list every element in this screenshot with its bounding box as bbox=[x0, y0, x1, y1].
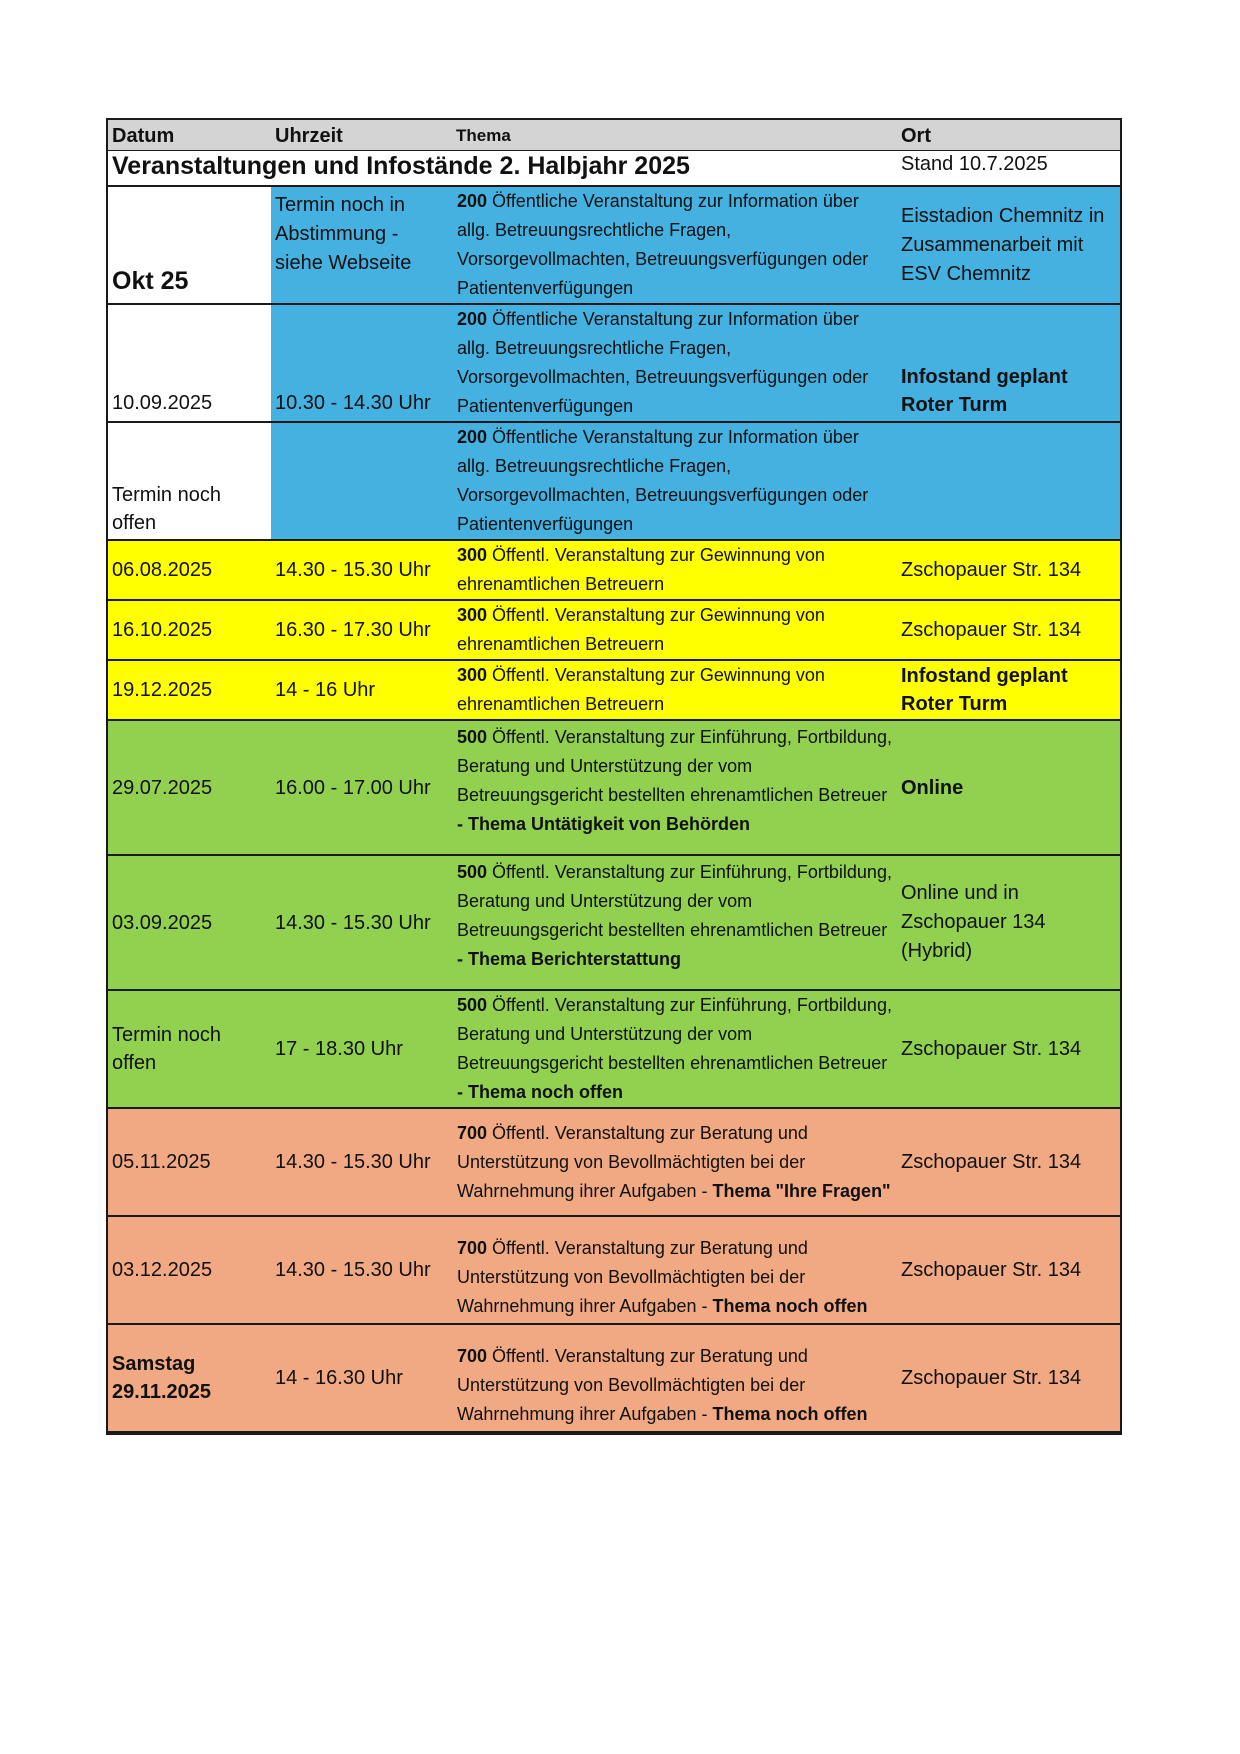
page-title: Veranstaltungen und Infostände 2. Halbjahr 2025 bbox=[108, 151, 897, 187]
header-row bbox=[108, 120, 1120, 151]
topic-bold: Thema noch offen bbox=[712, 1296, 868, 1316]
row-time: 14 - 16 Uhr bbox=[271, 660, 452, 720]
row-time: 14 - 16.30 Uhr bbox=[271, 1324, 452, 1432]
table-row bbox=[108, 1108, 1120, 1216]
table-row bbox=[108, 600, 1120, 660]
row-topic bbox=[452, 660, 897, 720]
table-row bbox=[108, 540, 1120, 600]
row-time: 14.30 - 15.30 Uhr bbox=[271, 540, 452, 600]
topic-text: Öffentliche Veranstaltung zur Information über allg. Betreuungsrechtliche Fragen, Vorsorgevollmachten, Betreuungsverfügungen oder Patientenverfügungen bbox=[457, 191, 869, 298]
row-time: 14.30 - 15.30 Uhr bbox=[271, 1108, 452, 1216]
row-time bbox=[271, 422, 452, 540]
topic-text: Öffentl. Veranstaltung zur Gewinnung von ehrenamtlichen Betreuern bbox=[457, 605, 825, 654]
row-topic bbox=[452, 1324, 897, 1432]
row-time: 17 - 18.30 Uhr bbox=[271, 990, 452, 1108]
row-date: 16.10.2025 bbox=[108, 600, 271, 660]
topic-text: Öffentl. Veranstaltung zur Gewinnung von ehrenamtlichen Betreuern bbox=[457, 545, 825, 594]
table-row bbox=[108, 186, 1120, 304]
row-topic bbox=[452, 990, 897, 1108]
row-place: Zschopauer Str. 134 bbox=[897, 1324, 1120, 1432]
row-topic bbox=[452, 304, 897, 422]
topic-bold: - Thema Berichterstattung bbox=[457, 949, 682, 969]
row-date: 10.09.2025 bbox=[108, 304, 271, 422]
table-row bbox=[108, 1216, 1120, 1324]
topic-bold: - Thema Untätigkeit von Behörden bbox=[457, 814, 751, 834]
row-time: Termin noch in Abstimmung - siehe Webseite bbox=[271, 186, 452, 304]
table-row bbox=[108, 660, 1120, 720]
topic-number: 200 bbox=[457, 309, 488, 329]
topic-text: Öffentl. Veranstaltung zur Einführung, Fortbildung, Beratung und Unterstützung der vom Betreuungsgericht bestellten ehrenamtlichen Betreuer bbox=[457, 862, 892, 940]
row-topic bbox=[452, 600, 897, 660]
col-header-topic: Thema bbox=[452, 120, 897, 151]
row-place: Online bbox=[897, 720, 1120, 855]
row-topic bbox=[452, 720, 897, 855]
row-place: Online und in Zschopauer 134 (Hybrid) bbox=[897, 855, 1120, 990]
topic-number: 300 bbox=[457, 605, 488, 625]
topic-number: 500 bbox=[457, 727, 488, 747]
topic-number: 300 bbox=[457, 665, 488, 685]
row-date: Okt 25 bbox=[108, 186, 271, 304]
topic-number: 700 bbox=[457, 1346, 488, 1366]
row-date: 03.09.2025 bbox=[108, 855, 271, 990]
title-row bbox=[108, 151, 1120, 187]
row-topic bbox=[452, 855, 897, 990]
topic-text: Öffentliche Veranstaltung zur Information über allg. Betreuungsrechtliche Fragen, Vorsorgevollmachten, Betreuungsverfügungen oder Patientenverfügungen bbox=[457, 309, 869, 416]
row-time: 16.30 - 17.30 Uhr bbox=[271, 600, 452, 660]
row-date: 03.12.2025 bbox=[108, 1216, 271, 1324]
row-date: 05.11.2025 bbox=[108, 1108, 271, 1216]
topic-text: Öffentl. Veranstaltung zur Beratung und Unterstützung von Bevollmächtigten bei der Wahrnehmung ihrer Aufgaben - bbox=[457, 1346, 808, 1424]
events-table bbox=[106, 118, 1122, 1435]
row-time: 14.30 - 15.30 Uhr bbox=[271, 855, 452, 990]
row-place: Zschopauer Str. 134 bbox=[897, 1108, 1120, 1216]
row-place: Eisstadion Chemnitz in Zusammenarbeit mit ESV Chemnitz bbox=[897, 186, 1120, 304]
topic-number: 500 bbox=[457, 862, 488, 882]
topic-number: 700 bbox=[457, 1122, 488, 1143]
topic-number: 700 bbox=[457, 1238, 488, 1258]
row-date: Termin noch offen bbox=[108, 422, 271, 540]
col-header-place: Ort bbox=[897, 120, 1120, 151]
table-row bbox=[108, 422, 1120, 540]
topic-bold: - Thema noch offen bbox=[457, 1082, 623, 1102]
row-topic bbox=[452, 422, 897, 540]
row-topic bbox=[452, 186, 897, 304]
col-header-time: Uhrzeit bbox=[271, 120, 452, 151]
table-row bbox=[108, 1324, 1120, 1432]
col-header-date: Datum bbox=[108, 120, 271, 151]
row-topic bbox=[452, 1216, 897, 1324]
row-date: 19.12.2025 bbox=[108, 660, 271, 720]
row-date: Samstag 29.11.2025 bbox=[108, 1324, 271, 1432]
row-time: 16.00 - 17.00 Uhr bbox=[271, 720, 452, 855]
row-time: 14.30 - 15.30 Uhr bbox=[271, 1216, 452, 1324]
row-topic bbox=[452, 1108, 897, 1216]
topic-text: Öffentl. Veranstaltung zur Beratung und Unterstützung von Bevollmächtigten bei der Wahrnehmung ihrer Aufgaben - bbox=[457, 1238, 808, 1316]
row-topic bbox=[452, 540, 897, 600]
table-row bbox=[108, 304, 1120, 422]
topic-text: Öffentl. Veranstaltung zur Gewinnung von ehrenamtlichen Betreuern bbox=[457, 665, 825, 714]
row-place: Infostand geplant Roter Turm bbox=[897, 660, 1120, 720]
row-date: 06.08.2025 bbox=[108, 540, 271, 600]
topic-text: Öffentl. Veranstaltung zur Einführung, Fortbildung, Beratung und Unterstützung der vom Betreuungsgericht bestellten ehrenamtlichen Betreuer bbox=[457, 995, 892, 1073]
row-place: Zschopauer Str. 134 bbox=[897, 540, 1120, 600]
topic-number: 500 bbox=[457, 995, 488, 1015]
topic-text: Öffentl. Veranstaltung zur Beratung und Unterstützung von Bevollmächtigten bei der Wahrnehmung ihrer Aufgaben - bbox=[457, 1122, 808, 1201]
topic-number: 200 bbox=[457, 427, 488, 447]
stand-date: Stand 10.7.2025 bbox=[897, 151, 1120, 187]
topic-text: Öffentl. Veranstaltung zur Einführung, Fortbildung, Beratung und Unterstützung der vom Betreuungsgericht bestellten ehrenamtlichen Betreuer bbox=[457, 727, 892, 805]
row-place: Zschopauer Str. 134 bbox=[897, 1216, 1120, 1324]
table-row bbox=[108, 855, 1120, 990]
topic-number: 200 bbox=[457, 191, 488, 211]
row-place: Zschopauer Str. 134 bbox=[897, 990, 1120, 1108]
topic-number: 300 bbox=[457, 545, 488, 565]
row-date: 29.07.2025 bbox=[108, 720, 271, 855]
topic-bold: Thema noch offen bbox=[712, 1404, 868, 1424]
row-time: 10.30 - 14.30 Uhr bbox=[271, 304, 452, 422]
topic-bold: Thema "Ihre Fragen" bbox=[712, 1180, 891, 1201]
row-place: Zschopauer Str. 134 bbox=[897, 600, 1120, 660]
table-row bbox=[108, 990, 1120, 1108]
table-row bbox=[108, 720, 1120, 855]
row-place: Infostand geplant Roter Turm bbox=[897, 304, 1120, 422]
row-place bbox=[897, 422, 1120, 540]
topic-text: Öffentliche Veranstaltung zur Information über allg. Betreuungsrechtliche Fragen, Vorsorgevollmachten, Betreuungsverfügungen oder Patientenverfügungen bbox=[457, 427, 869, 534]
row-date: Termin noch offen bbox=[108, 990, 271, 1108]
